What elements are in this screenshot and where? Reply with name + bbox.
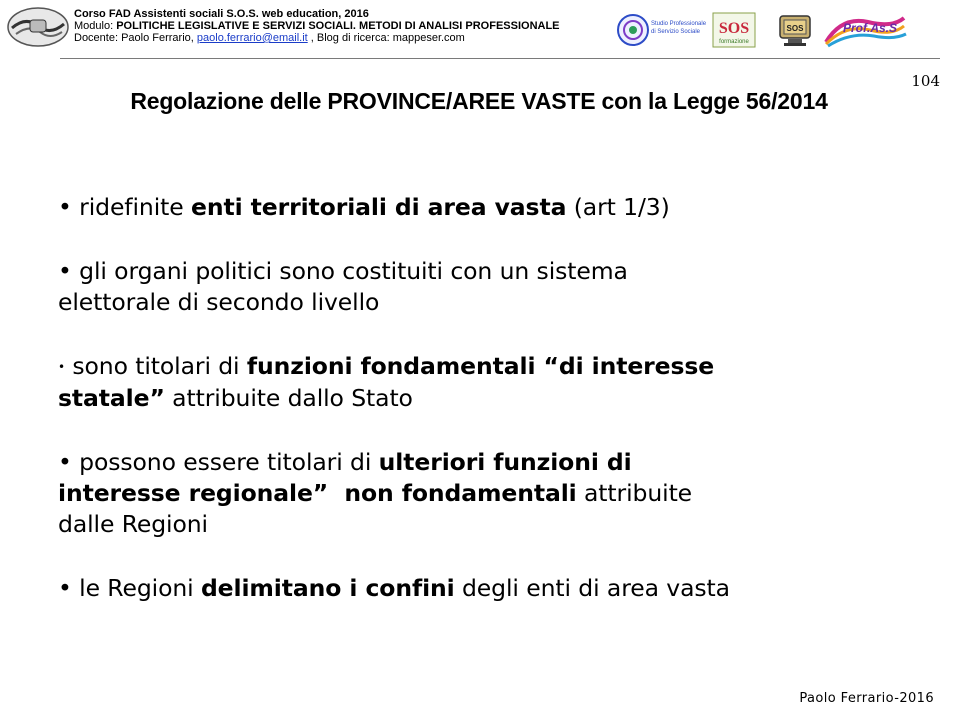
teacher-email-link[interactable]: paolo.ferrario@email.it [196, 32, 308, 44]
sos-text: SOS [718, 20, 750, 37]
bullet-item [58, 447, 878, 540]
module-line [74, 20, 614, 32]
svg-text:SOS: SOS [786, 24, 804, 33]
module-title: POLITICHE LEGISLATIVE E SERVIZI SOCIALI. METODI DI ANALISI PROFESSIONALE [116, 20, 560, 32]
blog-suffix: , Blog di ricerca: mappeser.com [307, 32, 465, 44]
module-prefix: Modulo: [74, 20, 117, 32]
bullet-text: attribuite [576, 479, 693, 507]
bullet-bold-text: interesse regionale” non fondamentali [58, 479, 577, 507]
bullet-marker: • [58, 257, 72, 285]
bullet-bold-text: enti territoriali di area vasta [190, 193, 567, 221]
bullet-marker: • [58, 193, 72, 221]
studio-professionale-logo [616, 10, 708, 50]
page-number: 104 [911, 72, 940, 90]
bullet-text: (art 1/3) [566, 193, 670, 221]
bullet-text: degli enti di area vasta [454, 574, 730, 602]
slide-title: Regolazione delle PROVINCE/AREE VASTE con la Legge 56/2014 [130, 88, 828, 114]
sos-sub: formazione [719, 39, 749, 45]
bullet-marker: • [58, 360, 65, 374]
sos-logo [712, 12, 756, 48]
handshake-logo-icon [6, 6, 70, 48]
studio-line2: di Servizio Sociale [651, 29, 701, 35]
bullet-bold-text: statale” [58, 384, 165, 412]
bullet-text: dalle Regioni [58, 510, 208, 538]
bullet-text: ridefinite [71, 193, 191, 221]
bullet-text: attribuite dallo Stato [164, 384, 413, 412]
bullet-item [58, 351, 878, 414]
studio-line1: Studio Professionale [651, 21, 707, 27]
course-line: Corso FAD Assistenti sociali S.O.S. web education, 2016 [74, 8, 369, 20]
bullet-text: possono essere titolari di [71, 448, 379, 476]
bullet-item [58, 192, 878, 223]
bullet-list [58, 192, 878, 637]
bullet-item [58, 256, 878, 318]
bullet-bold-text: funzioni fondamentali “di interesse [246, 352, 715, 380]
bullet-item [58, 573, 878, 604]
bullet-text: le Regioni [71, 574, 201, 602]
header-divider [60, 58, 940, 59]
course-header [74, 8, 614, 44]
footer-credit: Paolo Ferrario-2016 [799, 691, 934, 706]
bullet-marker: • [58, 448, 72, 476]
computer-sos-icon [776, 12, 816, 48]
bullet-bold-text: delimitano i confini [200, 574, 455, 602]
bullet-text: elettorale di secondo livello [58, 288, 380, 316]
bullet-text: sono titolari di [64, 352, 247, 380]
bullet-marker: • [58, 574, 72, 602]
teacher-line [74, 32, 614, 44]
profass-logo [822, 12, 908, 48]
bullet-text: gli organi politici sono costituiti con un sistema [71, 257, 628, 285]
profass-text: Prof.As.S [842, 21, 898, 35]
teacher-prefix: Docente: Paolo Ferrario, [74, 32, 197, 44]
bullet-bold-text: ulteriori funzioni di [378, 448, 632, 476]
